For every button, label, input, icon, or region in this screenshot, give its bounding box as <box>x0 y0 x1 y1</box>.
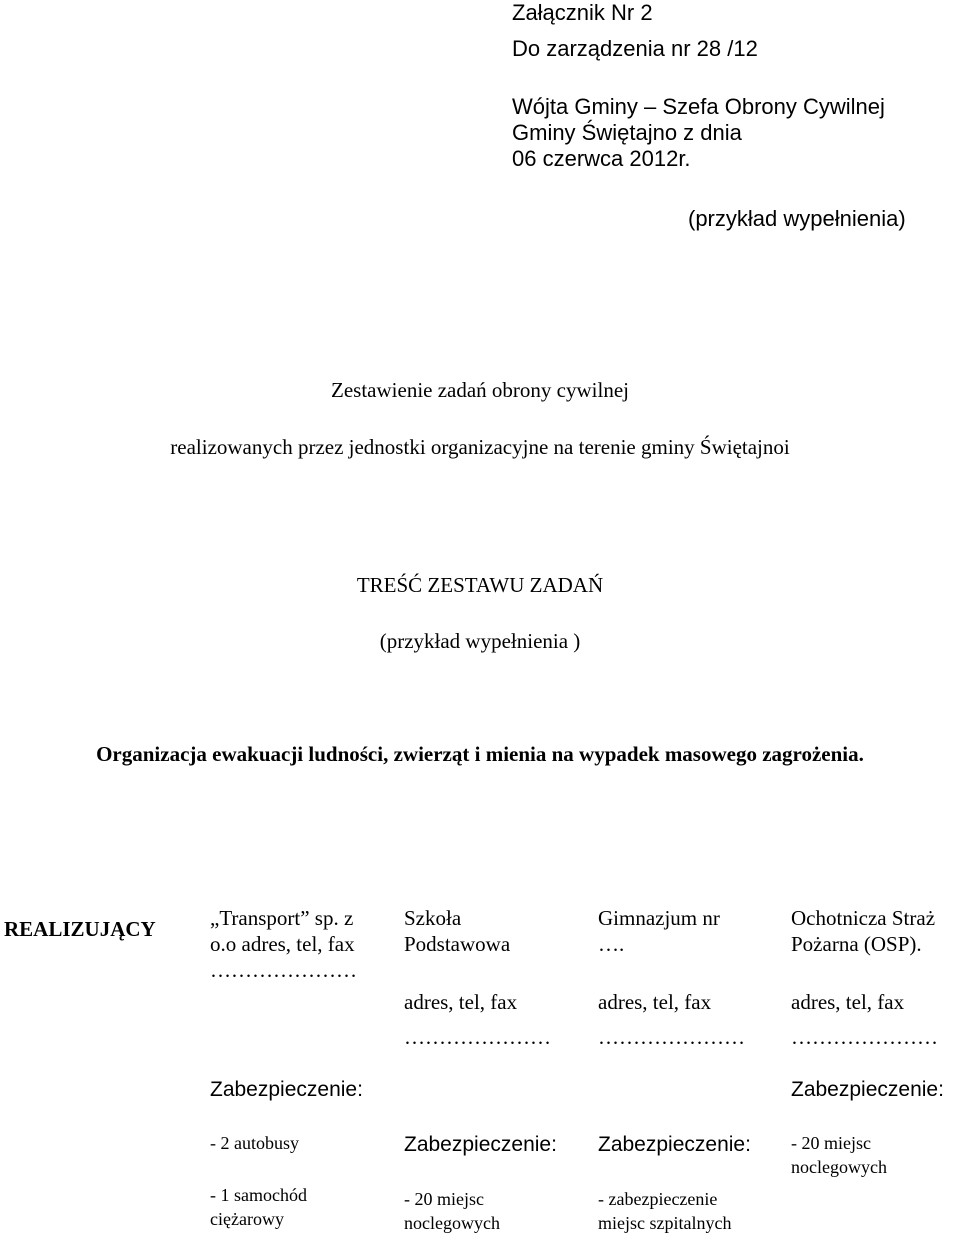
document-title: Zestawienie zadań obrony cywilnej <box>331 378 629 402</box>
attachment-number: Załącznik Nr 2 <box>512 0 653 25</box>
security-item: ciężarowy <box>210 1209 284 1229</box>
security-label: Zabezpieczenie: <box>791 1078 944 1101</box>
dotted-placeholder: ………………… <box>210 958 357 982</box>
executor-name-line: Pożarna (OSP). <box>791 932 922 956</box>
ordinance-reference: Do zarządzenia nr 28 /12 <box>512 36 758 61</box>
document-subtitle: realizowanych przez jednostki organizacyjne na terenie gminy Świętajnoi <box>170 435 790 459</box>
executor-label: REALIZUJĄCY <box>4 917 156 941</box>
security-item: - zabezpieczenie <box>598 1189 718 1209</box>
issuer-line-1: Wójta Gminy – Szefa Obrony Cywilnej <box>512 94 885 119</box>
executor-name-line: …. <box>598 932 625 956</box>
example-note: (przykład wypełnienia) <box>688 206 906 231</box>
dotted-placeholder: ………………… <box>598 1025 745 1049</box>
dotted-placeholder: ………………… <box>791 1025 938 1049</box>
security-item: noclegowych <box>404 1213 500 1233</box>
executor-name-line: „Transport” sp. z <box>210 906 354 930</box>
executor-address: adres, tel, fax <box>598 990 712 1014</box>
issuer-line-2: Gminy Świętajno z dnia <box>512 120 742 145</box>
security-label: Zabezpieczenie: <box>404 1133 557 1156</box>
issue-date: 06 czerwca 2012r. <box>512 146 691 171</box>
security-item: noclegowych <box>791 1157 887 1177</box>
executor-address: adres, tel, fax <box>404 990 518 1014</box>
executor-name-line: Podstawowa <box>404 932 511 956</box>
executor-name-line: Gimnazjum nr <box>598 906 720 930</box>
security-item: - 1 samochód <box>210 1185 307 1205</box>
security-item: - 2 autobusy <box>210 1133 299 1153</box>
security-label: Zabezpieczenie: <box>210 1078 363 1101</box>
task-set-note: (przykład wypełnienia ) <box>379 629 581 653</box>
executor-name-line: Ochotnicza Straż <box>791 906 936 930</box>
task-set-heading: TREŚĆ ZESTAWU ZADAŃ <box>356 573 604 597</box>
dotted-placeholder: ………………… <box>404 1025 551 1049</box>
executor-address: adres, tel, fax <box>791 990 905 1014</box>
executor-name-line: Szkoła <box>404 906 462 930</box>
security-item: - 20 miejsc <box>791 1133 871 1153</box>
security-item: miejsc szpitalnych <box>598 1213 732 1233</box>
executor-name-line: o.o adres, tel, fax <box>210 932 355 956</box>
security-label: Zabezpieczenie: <box>598 1133 751 1156</box>
task-title: Organizacja ewakuacji ludności, zwierząt i mienia na wypadek masowego zagrożenia. <box>96 742 864 766</box>
security-item: - 20 miejsc <box>404 1189 484 1209</box>
